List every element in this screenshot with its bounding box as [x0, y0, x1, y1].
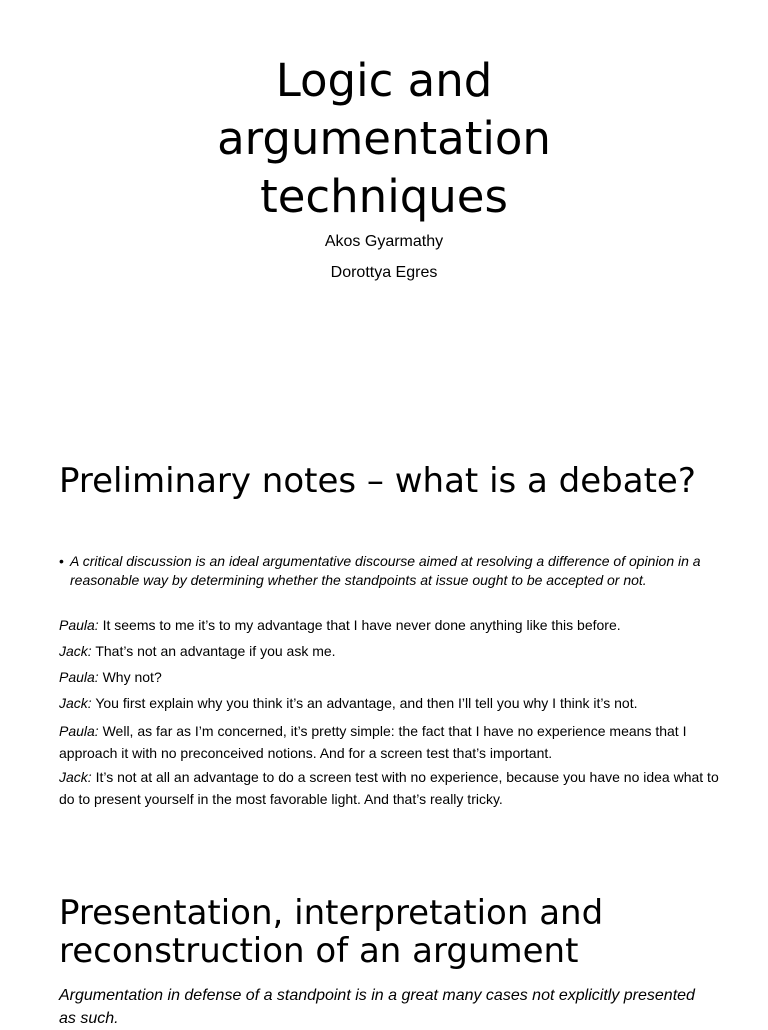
speaker-name: Paula: — [59, 617, 99, 633]
author-name: Akos Gyarmathy — [324, 233, 444, 250]
bullet-text: A critical discussion is an ideal argumentative discourse aimed at resolving a difference of opinion in a reasonable way by determining whether the standpoints at issue ought to be accepted or not. — [70, 553, 701, 588]
dialogue-text: Well, as far as I’m concerned, it’s pretty simple: the fact that I have no experience means that I approach it with no preconceived notions. And for a screen test that’s important. — [59, 723, 687, 761]
argument-reconstruction-slide — [0, 880, 768, 1027]
dialogue-line — [59, 766, 719, 810]
speaker-name: Jack: — [59, 769, 92, 785]
slide-heading: Preliminary notes – what is a debate? — [59, 461, 696, 501]
title-line: argumentation — [217, 112, 551, 165]
dialogue-text: That’s not an advantage if you ask me. — [95, 643, 336, 659]
dialogue-line — [59, 614, 719, 636]
author-name: Dorottya Egres — [330, 264, 438, 281]
speaker-name: Jack: — [59, 695, 92, 711]
dialogue-text: It’s not at all an advantage to do a screen test with no experience, because you have no idea what to do to present yourself in the most favorable light. And that’s really tricky. — [59, 769, 719, 807]
title-line: techniques — [260, 170, 508, 223]
slide-body-text: Argumentation in defense of a standpoint is in a great many cases not explicitly presented as such. — [59, 987, 695, 1027]
definition-bullet — [59, 552, 719, 589]
dialogue-text: You first explain why you think it’s an advantage, and then I’ll tell you why I think it’s not. — [95, 695, 638, 711]
dialogue-text: It seems to me it’s to my advantage that I have never done anything like this before. — [102, 617, 621, 633]
dialogue-line — [59, 640, 719, 662]
title-line: Logic and — [275, 54, 493, 107]
speaker-name: Paula: — [59, 723, 99, 739]
dialogue-text: Why not? — [102, 669, 162, 685]
dialogue-line — [59, 692, 719, 714]
slide-heading: Presentation, interpretation and reconstruction of an argument — [59, 893, 604, 971]
bullet-marker: • — [59, 553, 64, 569]
debate-notes-slide — [0, 430, 768, 830]
speaker-name: Paula: — [59, 669, 99, 685]
dialogue-line — [59, 666, 719, 688]
title-slide — [0, 0, 768, 400]
dialogue-line — [59, 720, 719, 764]
presentation-title — [0, 52, 768, 226]
speaker-name: Jack: — [59, 643, 92, 659]
